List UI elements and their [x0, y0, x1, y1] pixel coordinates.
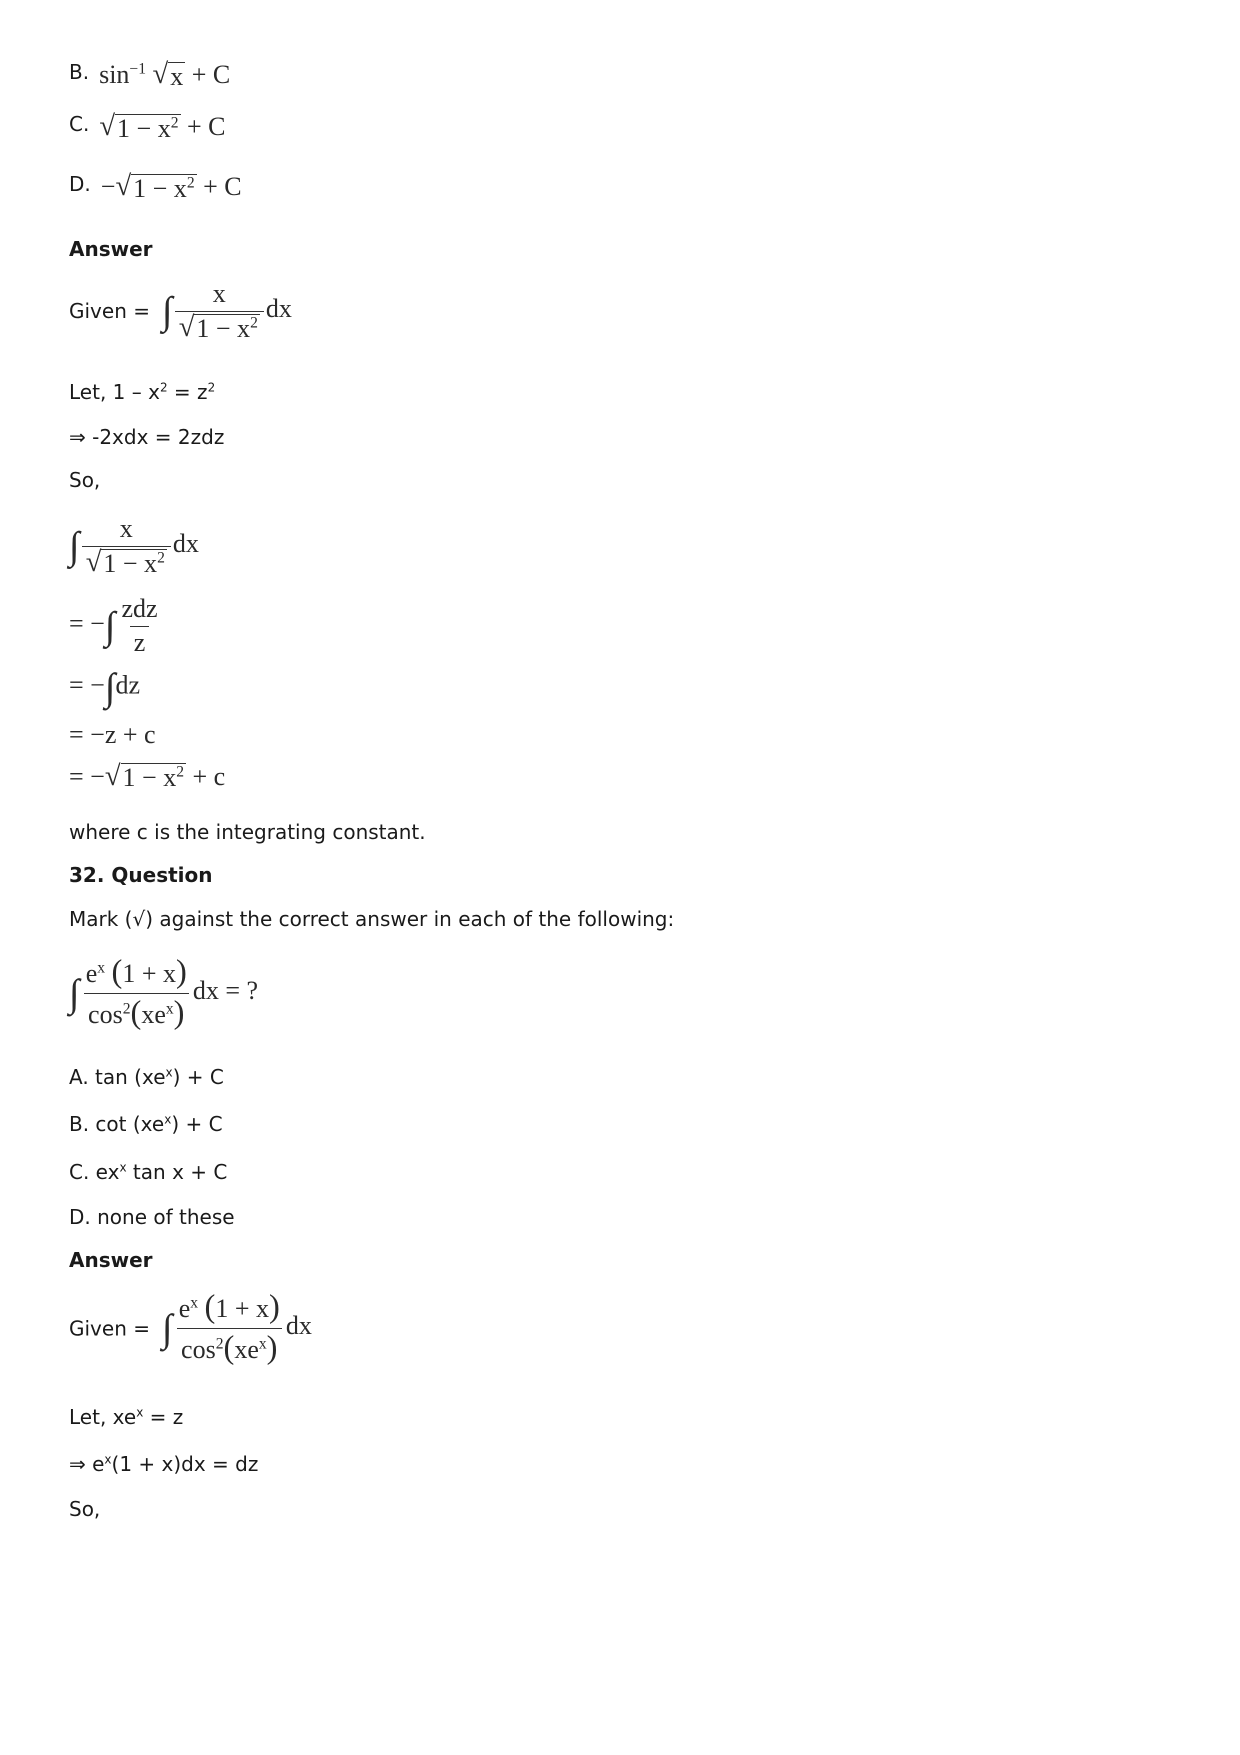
substitution-line: Let, $1 - x^2 = z^2$	[69, 380, 216, 404]
answer-heading: Answer	[69, 237, 153, 261]
step-z-plus-c: = −z + c	[69, 720, 156, 749]
given-integral: ∫ x √ $1 - x^2$ dx	[162, 279, 292, 343]
question-prompt: Mark (√) against the correct answer in each of the following:	[69, 907, 675, 931]
step-dz: = −∫dz	[69, 666, 141, 709]
option-a: A. $\tan (xe^x) + C$	[69, 1065, 224, 1089]
option-d-prev	[69, 172, 242, 202]
given-label-2: Given =	[69, 1316, 150, 1341]
option-d-label: D.	[69, 172, 91, 196]
option-d: D. none of these	[69, 1205, 235, 1229]
conclusion-line: where c is the integrating constant.	[69, 820, 426, 844]
step-zdz: = −∫ $\frac{\text{zdz}}{z}$	[69, 594, 158, 657]
answer-heading-2: Answer	[69, 1248, 153, 1272]
so-label: So,	[69, 468, 101, 492]
option-c-label: C.	[69, 112, 90, 136]
option-b-expression: $\sin^{-1}$ √ x + C	[99, 59, 231, 91]
derivative-line-2: ⇒ $e^x(1 + x)dx$ = dz	[69, 1452, 259, 1476]
step-integral: ∫ x √ $1 - x^2$ dx	[69, 514, 199, 578]
so-label-2: So,	[69, 1497, 101, 1521]
option-b: B. $\cot (xe^x) + C$	[69, 1112, 223, 1136]
derivative-line: ⇒ -2xdx = 2zdz	[69, 425, 225, 449]
given-integral-2: ∫ $\frac{e^x (1 + x)}{\cos^2(xe^x)}$ dx	[162, 1289, 312, 1366]
given-line-2	[69, 1290, 312, 1367]
option-d-expression: − √ $1 - x^2$ + C	[100, 171, 242, 203]
option-c-prev	[69, 112, 226, 142]
option-b-prev	[69, 60, 230, 90]
option-b-label: B.	[69, 60, 90, 84]
option-c-expression: √ $1 - x^2$ + C	[99, 111, 226, 143]
question-integral: ∫ $\frac{e^x (1 + x)}{\cos^2(xe^x)}$ dx = ?	[69, 954, 259, 1031]
step-final: = − √ $1 - x^2$ + c	[69, 761, 226, 793]
substitution-line-2: Let, $xe^x = z$	[69, 1405, 184, 1429]
question-heading: 32. Question	[69, 863, 213, 887]
given-line	[69, 280, 292, 342]
given-label: Given =	[69, 299, 150, 324]
option-c: C. $ex^x$ tan x + C	[69, 1160, 228, 1184]
